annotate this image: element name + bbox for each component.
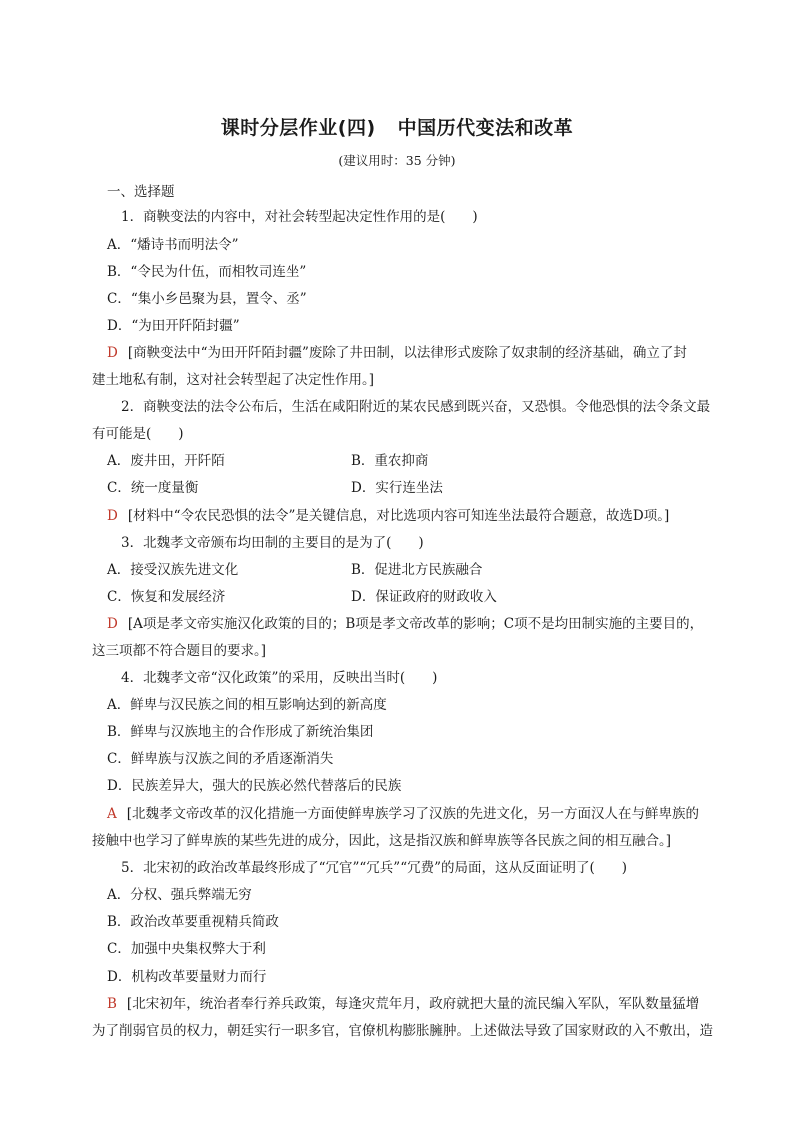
q5-option-d: D．机构改革要量财力而行 <box>107 969 267 985</box>
q1-explanation-line2: 建土地私有制，这对社会转型起了决定性作用。] <box>92 372 375 388</box>
q5-stem: 5．北宋初的政治改革最终形成了“冗官”“冗兵”“冗费”的局面，这从反面证明了( ) <box>121 860 628 876</box>
q1-answer: D <box>107 345 118 361</box>
title-sub: 中国历代变法和改革 <box>397 117 574 139</box>
q1-option-a: A．“燔诗书而明法令” <box>107 237 239 253</box>
time-note: (建议用时：35 分钟) <box>338 153 456 168</box>
q4-explanation <box>107 805 699 823</box>
q5-explanation <box>107 995 699 1013</box>
q3-option-b: B．促进北方民族融合 <box>351 562 483 578</box>
q5-answer: B <box>107 996 117 1012</box>
q4-option-a: A．鲜卑与汉民族之间的相互影响达到的新高度 <box>107 697 387 713</box>
q2-option-b: B．重农抑商 <box>351 453 429 469</box>
q3-explanation <box>107 615 703 633</box>
page-title <box>0 113 794 140</box>
q2-option-d: D．实行连坐法 <box>351 480 443 496</box>
q4-option-d: D．民族差异大，强大的民族必然代替落后的民族 <box>107 778 402 794</box>
q3-stem: 3．北魏孝文帝颁布均田制的主要目的是为了( ) <box>121 535 424 551</box>
q5-option-a: A．分权、强兵弊端无穷 <box>107 887 252 903</box>
q3-answer: D <box>107 616 118 632</box>
q4-stem: 4．北魏孝文帝“汉化政策”的采用，反映出当时( ) <box>121 670 438 686</box>
q4-option-c: C．鲜卑族与汉族之间的矛盾逐渐消失 <box>107 751 334 767</box>
q1-option-d: D．“为田开阡陌封疆” <box>107 318 240 334</box>
q2-stem-line2: 有可能是( ) <box>92 426 184 442</box>
q1-stem: 1．商鞅变法的内容中，对社会转型起决定性作用的是( ) <box>121 209 478 225</box>
q1-explanation <box>107 344 687 362</box>
q2-option-c: C．统一度量衡 <box>107 480 199 496</box>
title-main: 课时分层作业(四) <box>220 117 376 139</box>
q5-explanation-line2: 为了削弱官员的权力，朝廷实行一职多官，官僚机构膨胀臃肿。上述做法导致了国家财政的入不敷出，造 <box>92 1023 713 1039</box>
section-heading: 一、选择题 <box>107 184 175 200</box>
q4-answer: A <box>107 806 117 822</box>
q5-option-c: C．加强中央集权弊大于利 <box>107 941 266 957</box>
q2-explanation <box>107 507 669 525</box>
q3-option-d: D．保证政府的财政收入 <box>351 589 497 605</box>
q2-explanation-line1: [材料中“令农民恐惧的法令”是关键信息，对比选项内容可知连坐法最符合题意，故选D项。] <box>127 508 670 524</box>
q4-explanation-line1: [北魏孝文帝改革的汉化措施一方面使鲜卑族学习了汉族的先进文化，另一方面汉人在与鲜卑族的 <box>126 806 700 822</box>
q4-explanation-line2: 接触中也学习了鲜卑族的某些先进的成分，因此，这是指汉族和鲜卑族等各民族之间的相互融合。] <box>92 833 672 849</box>
q5-explanation-line1: [北宋初年，统治者奉行养兵政策，每逢灾荒年月，政府就把大量的流民编入军队，军队数量猛增 <box>126 996 700 1012</box>
q2-option-a: A．废井田，开阡陌 <box>107 453 225 469</box>
q3-explanation-line2: 这三项都不符合题目的要求。] <box>92 643 267 659</box>
q1-option-c: C．“集小乡邑聚为县，置令、丞” <box>107 291 307 307</box>
q1-option-b: B．“令民为什伍，而相牧司连坐” <box>107 264 307 280</box>
q3-option-c: C．恢复和发展经济 <box>107 589 226 605</box>
q5-option-b: B．政治改革要重视精兵简政 <box>107 914 279 930</box>
q4-option-b: B．鲜卑与汉族地主的合作形成了新统治集团 <box>107 724 374 740</box>
q3-option-a: A．接受汉族先进文化 <box>107 562 239 578</box>
q1-explanation-line1: [商鞅变法中“为田开阡陌封疆”废除了井田制，以法律形式废除了奴隶制的经济基础，确立了封 <box>127 345 687 361</box>
q2-stem-line1: 2．商鞅变法的法令公布后，生活在咸阳附近的某农民感到既兴奋，又恐惧。令他恐惧的法令条文最 <box>121 399 711 415</box>
q3-explanation-line1: [A项是孝文帝实施汉化政策的目的；B项是孝文帝改革的影响；C项不是均田制实施的主要目的， <box>127 616 704 632</box>
q2-answer: D <box>107 508 118 524</box>
